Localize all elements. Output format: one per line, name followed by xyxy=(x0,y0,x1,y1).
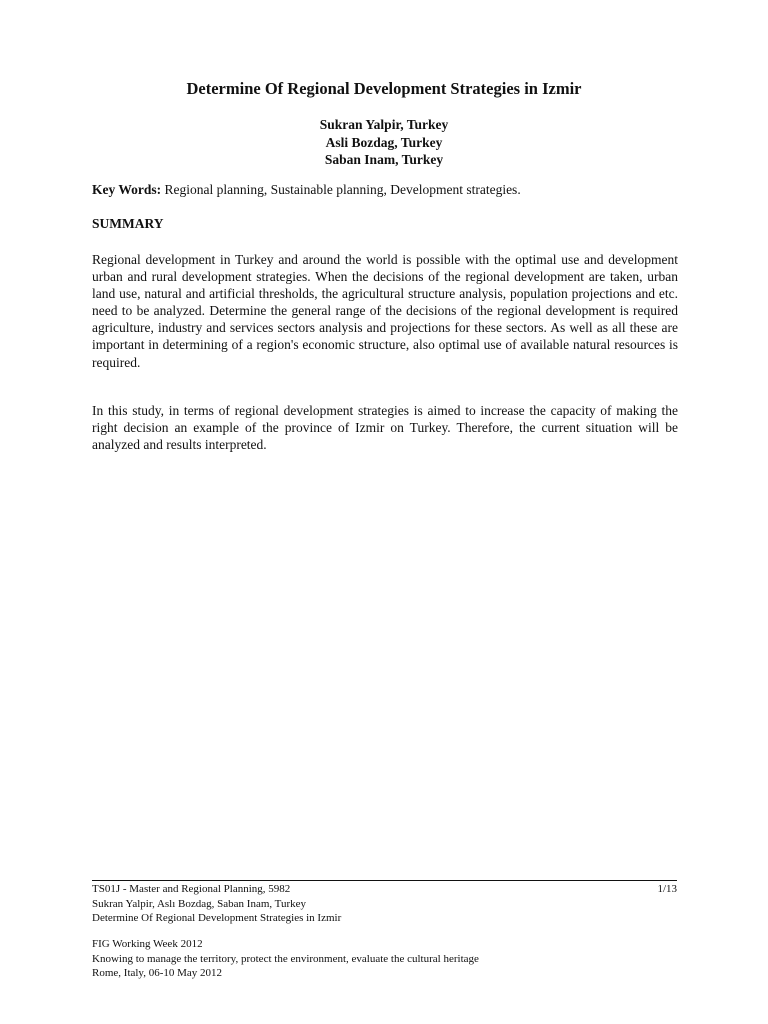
footer-session-row xyxy=(92,882,677,897)
page-number: 1/13 xyxy=(657,883,677,895)
footer-motto: Knowing to manage the territory, protect the environment, evaluate the cultural heritage xyxy=(92,952,479,965)
keywords-label: Key Words: xyxy=(92,182,162,197)
footer-event-block xyxy=(92,937,677,981)
summary-paragraph: Regional development in Turkey and around the world is possible with the optimal use and development urban and rural development strategies. When the decisions of the regional development are taken, urban land use, natural and artificial thresholds, the agricultural structure analysis, population projections and etc. need to be analyzed. Determine the general range of the decisions of the regional development is required agriculture, industry and services sectors analysis and projections for these sectors. As well as all these are important in determining of a region's economic structure, also optimal use of available natural resources is required. xyxy=(92,252,678,370)
author-name: Asli Bozdag, Turkey xyxy=(325,134,443,150)
footer-event: FIG Working Week 2012 xyxy=(92,938,203,950)
summary-heading: SUMMARY xyxy=(92,216,164,231)
author-name: Sukran Yalpir, Turkey xyxy=(319,117,449,132)
footer-authors: Sukran Yalpir, Aslı Bozdag, Saban Inam, Turkey xyxy=(92,897,307,910)
summary-paragraph: In this study, in terms of regional development strategies is aimed to increase the capacity of making the right decision an example of the province of Izmir on Turkey. Therefore, the current situation will be analyzed and results interpreted. xyxy=(92,403,678,453)
keywords-line xyxy=(92,181,680,198)
keywords-text: Regional planning, Sustainable planning, Development strategies. xyxy=(161,182,521,197)
author-list xyxy=(0,116,768,169)
footer-session: TS01J - Master and Regional Planning, 5982 xyxy=(92,883,291,895)
footer-divider xyxy=(92,880,677,881)
author-name: Saban Inam, Turkey xyxy=(324,152,444,167)
footer-paper-title: Determine Of Regional Development Strategies in Izmir xyxy=(92,912,342,924)
paper-title: Determine Of Regional Development Strategies in Izmir xyxy=(186,79,582,98)
footer-block xyxy=(92,882,677,926)
footer-location: Rome, Italy, 06-10 May 2012 xyxy=(92,967,223,979)
